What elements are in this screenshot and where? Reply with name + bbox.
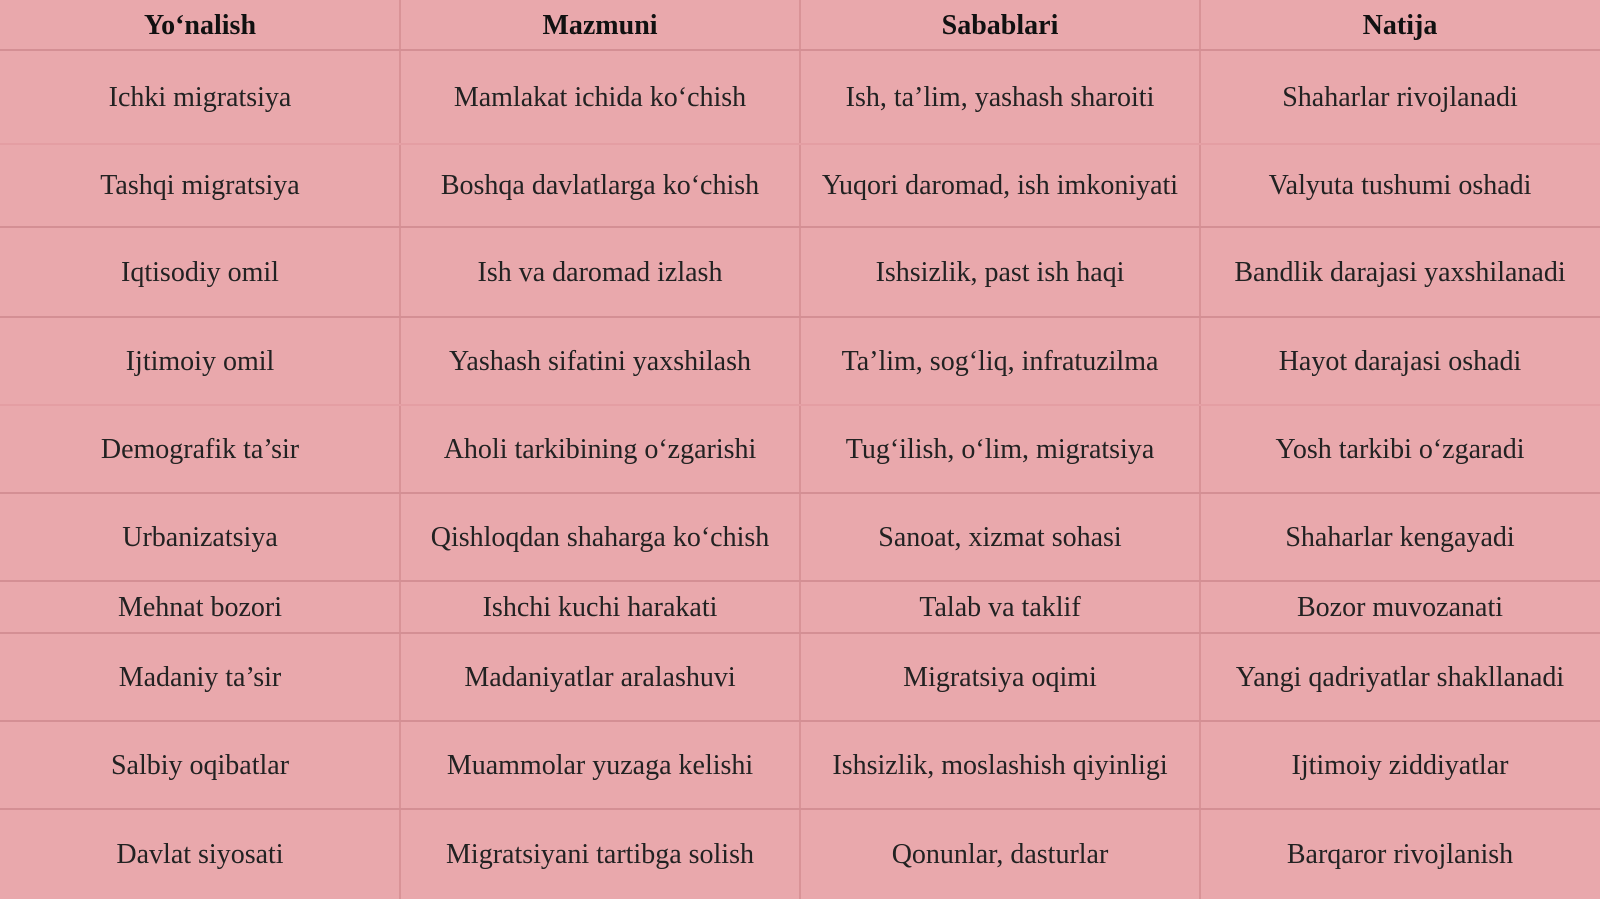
table-row bbox=[0, 52, 1600, 144]
table-cell: Ijtimoiy omil bbox=[125, 346, 275, 377]
table-cell: Yosh tarkibi o‘zgaradi bbox=[1275, 434, 1525, 465]
table-cell: Bozor muvozanati bbox=[1296, 592, 1504, 623]
table-cell: Shaharlar kengayadi bbox=[1285, 522, 1515, 553]
table-cell: Madaniyatlar aralashuvi bbox=[464, 662, 736, 693]
table-cell: Yangi qadriyatlar shakllanadi bbox=[1235, 662, 1565, 693]
table-cell: Shaharlar rivojlanadi bbox=[1282, 82, 1518, 113]
table-cell: Madaniy ta’sir bbox=[118, 662, 282, 693]
table-row bbox=[0, 634, 1600, 722]
table-row bbox=[0, 406, 1600, 494]
table-cell: Ishsizlik, past ish haqi bbox=[875, 257, 1125, 288]
table-cell: Ish va daromad izlash bbox=[477, 257, 723, 288]
header-cell-direction: Yo‘nalish bbox=[143, 10, 257, 41]
table-cell: Ta’lim, sog‘liq, infratuzilma bbox=[841, 346, 1159, 377]
table-row bbox=[0, 810, 1600, 899]
table-cell: Yashash sifatini yaxshilash bbox=[448, 346, 752, 377]
table-cell: Qonunlar, dasturlar bbox=[891, 838, 1109, 870]
table-cell: Boshqa davlatlarga ko‘chish bbox=[440, 170, 760, 201]
table-cell: Barqaror rivojlanish bbox=[1286, 838, 1514, 870]
table-cell: Migratsiyani tartibga solish bbox=[446, 838, 754, 870]
table-row bbox=[0, 722, 1600, 810]
table-cell: Ijtimoiy ziddiyatlar bbox=[1291, 750, 1509, 781]
table-cell: Migratsiya oqimi bbox=[903, 662, 1097, 693]
table-cell: Mehnat bozori bbox=[117, 592, 283, 623]
table-cell: Tug‘ilish, o‘lim, migratsiya bbox=[845, 434, 1155, 465]
table-header-row bbox=[0, 0, 1600, 52]
table-cell: Muammolar yuzaga kelishi bbox=[446, 750, 754, 781]
table-cell: Qishloqdan shaharga ko‘chish bbox=[430, 522, 770, 553]
table-cell: Iqtisodiy omil bbox=[121, 257, 279, 288]
table-cell: Tashqi migratsiya bbox=[100, 170, 300, 201]
header-cell-reasons: Sabablari bbox=[941, 10, 1059, 41]
table-cell: Davlat siyosati bbox=[116, 838, 284, 870]
table-cell: Demografik ta’sir bbox=[100, 434, 300, 465]
table-row bbox=[0, 144, 1600, 228]
table-row bbox=[0, 228, 1600, 318]
table-cell: Ishchi kuchi harakati bbox=[482, 592, 718, 623]
table-row bbox=[0, 494, 1600, 582]
table-cell: Talab va taklif bbox=[919, 592, 1081, 623]
table-cell: Valyuta tushumi oshadi bbox=[1268, 170, 1532, 201]
table-cell: Bandlik darajasi yaxshilanadi bbox=[1234, 257, 1566, 288]
header-cell-content: Mazmuni bbox=[542, 10, 658, 41]
table-cell: Urbanizatsiya bbox=[122, 522, 278, 553]
table-cell: Yuqori daromad, ish imkoniyati bbox=[821, 170, 1179, 201]
table-cell: Ish, ta’lim, yashash sharoiti bbox=[845, 82, 1155, 113]
table-cell: Sanoat, xizmat sohasi bbox=[878, 522, 1122, 553]
table-row bbox=[0, 582, 1600, 634]
table-cell: Ichki migratsiya bbox=[108, 82, 292, 113]
table-cell: Mamlakat ichida ko‘chish bbox=[453, 82, 747, 113]
header-cell-result: Natija bbox=[1362, 10, 1438, 41]
table-cell: Ishsizlik, moslashish qiyinligi bbox=[832, 750, 1168, 781]
table-cell: Salbiy oqibatlar bbox=[110, 750, 290, 781]
table-cell: Hayot darajasi oshadi bbox=[1278, 346, 1522, 377]
table-row bbox=[0, 318, 1600, 406]
table-cell: Aholi tarkibining o‘zgarishi bbox=[443, 434, 757, 465]
